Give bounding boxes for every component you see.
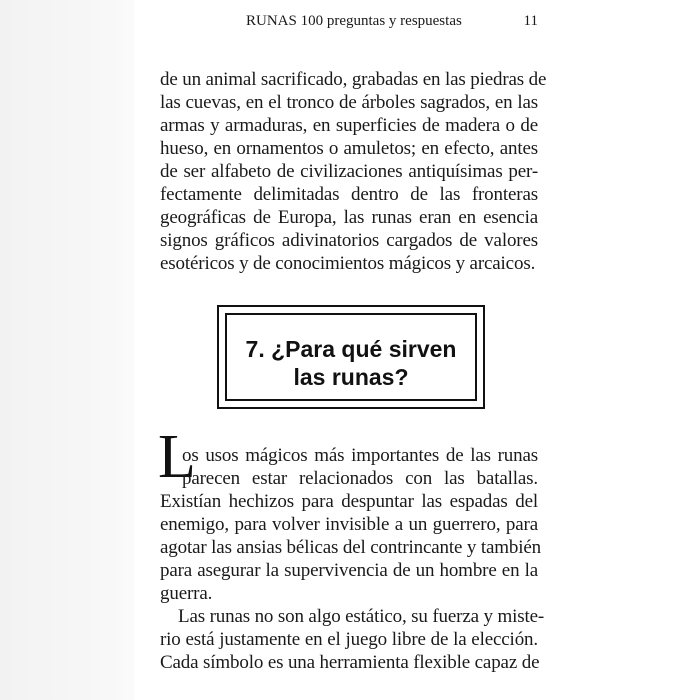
text-line: para asegurar la supervivencia de un hombre en la xyxy=(160,560,538,581)
running-title: RUNAS 100 preguntas y respuestas xyxy=(246,13,462,29)
paragraph-flexibility xyxy=(160,605,545,674)
text-line: guerra. xyxy=(160,583,213,604)
text-line: Existían hechizos para despuntar las espadas del xyxy=(160,491,538,512)
text-line: de un animal sacrificado, grabadas en las piedras de xyxy=(160,69,547,90)
drop-cap: L xyxy=(158,423,196,491)
text-line: signos gráficos adivinatorios cargados de valores xyxy=(160,230,538,251)
section-heading xyxy=(227,335,475,391)
text-line: hueso, en ornamentos o amuletos; en efecto, antes xyxy=(160,138,538,159)
section-heading-line: las runas? xyxy=(293,364,409,390)
section-heading-line: 7. ¿Para qué sirven xyxy=(245,336,457,362)
text-line: las cuevas, en el tronco de árboles sagrados, en las xyxy=(160,92,538,113)
text-line: de ser alfabeto de civilizaciones antiquísimas per- xyxy=(160,161,538,182)
page-number: 11 xyxy=(523,13,538,29)
text-line: armas y armaduras, en superficies de madera o de xyxy=(160,115,538,136)
text-line: parecen estar relacionados con las batallas. xyxy=(182,468,538,489)
text-line: Cada símbolo es una herramienta flexible capaz de xyxy=(160,652,540,673)
page-gutter-shadow xyxy=(0,0,140,700)
text-line: enemigo, para volver invisible a un guerrero, para xyxy=(160,514,538,535)
section-heading-frame xyxy=(217,305,485,409)
text-line: rio está justamente en el juego libre de la elección. xyxy=(160,629,538,650)
text-line: fectamente delimitadas dentro de las fronteras xyxy=(160,184,538,205)
paragraph-uses xyxy=(160,444,542,605)
text-line: esotéricos y de conocimientos mágicos y arcaicos. xyxy=(160,253,536,274)
text-line: agotar las ansias bélicas del contrincante y también xyxy=(160,537,542,558)
text-line: geográficas de Europa, las runas eran en esencia xyxy=(160,207,538,228)
text-line: Las runas no son algo estático, su fuerza y miste- xyxy=(178,606,545,627)
paragraph-continuation xyxy=(160,68,547,275)
section-heading-inner-frame xyxy=(225,313,477,401)
text-line: os usos mágicos más importantes de las runas xyxy=(182,445,538,466)
